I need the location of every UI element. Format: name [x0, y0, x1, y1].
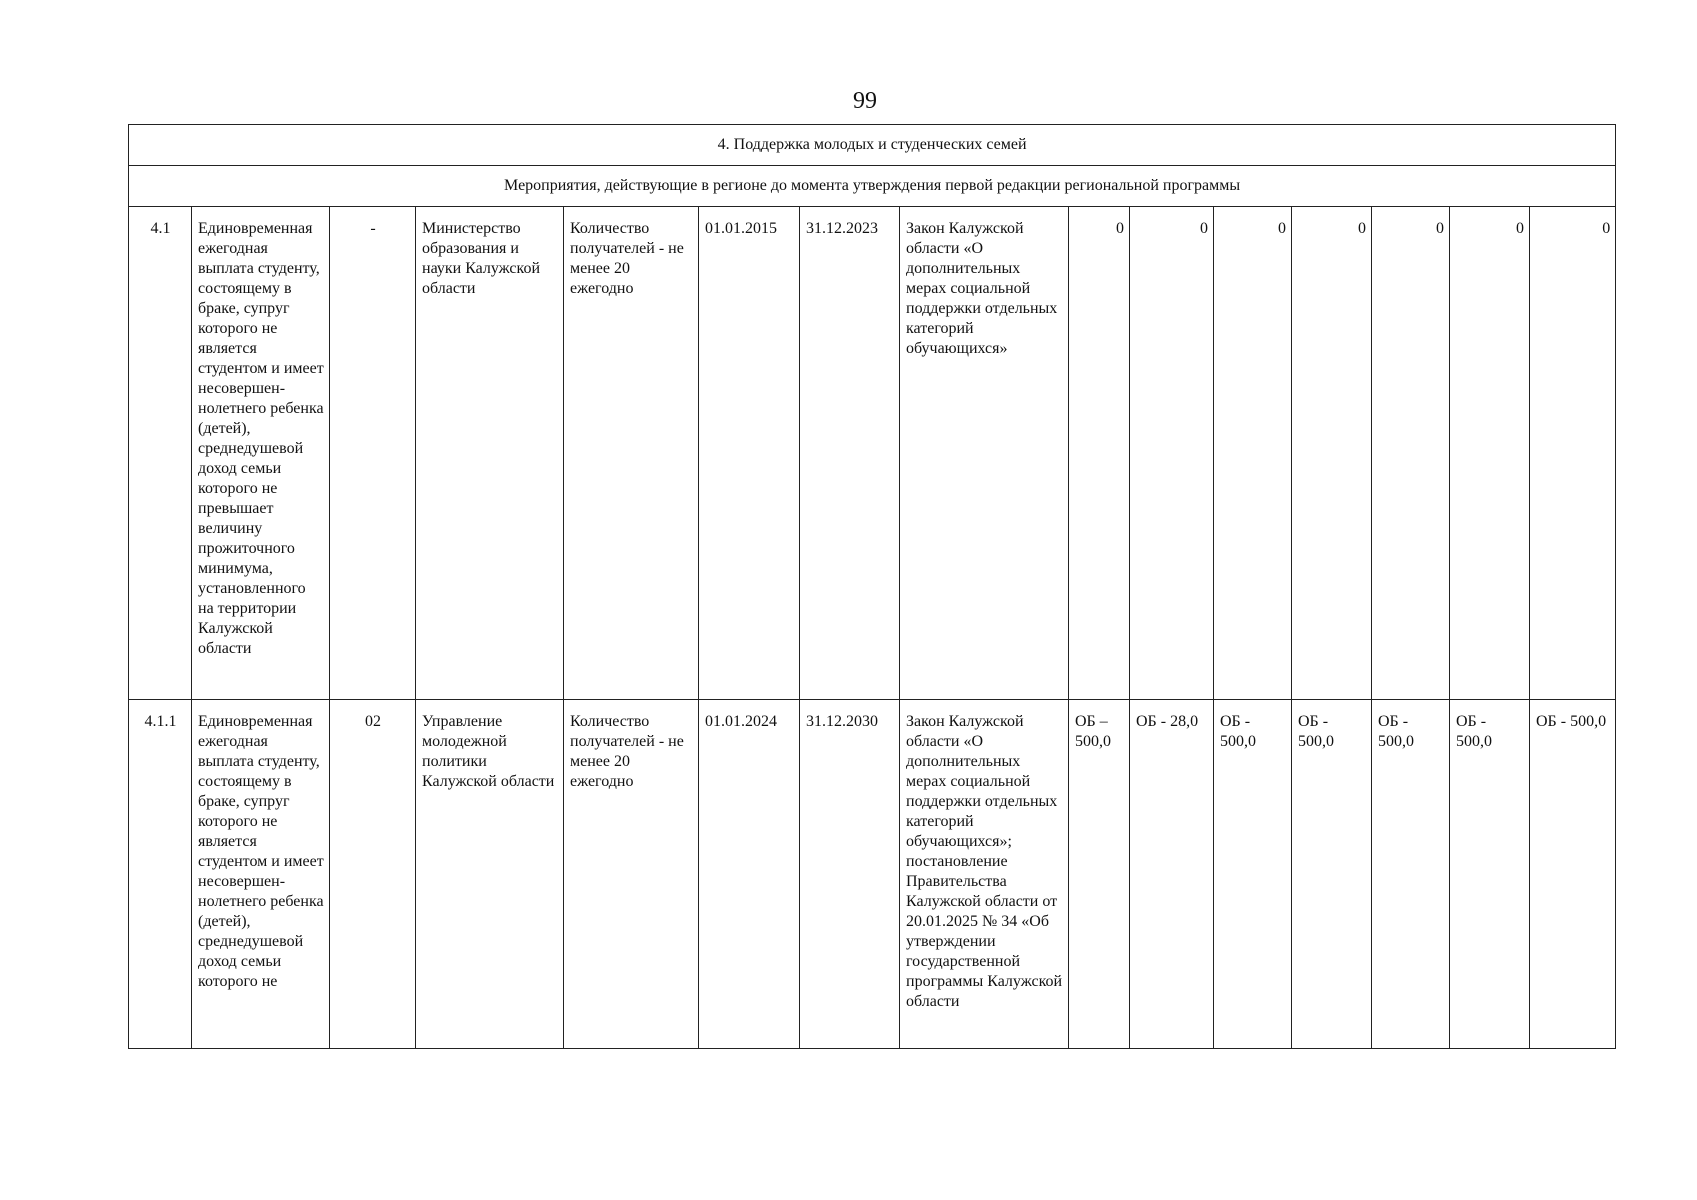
table-row — [129, 700, 1616, 1049]
measure-code: - — [330, 207, 416, 700]
row-number: 4.1 — [129, 207, 192, 700]
subsection-header-row — [129, 166, 1616, 207]
finance-cell: ОБ – 500,0 — [1069, 700, 1130, 1049]
end-date: 31.12.2023 — [800, 207, 900, 700]
measure-name: Единовременная ежегодная выплата студенту, состоящему в браке, супруг которого не является студентом и имеет несовершен-нолетнего ребенка (детей), среднедушевой доход семьи которого не превышает величину прожиточного минимума, установленного на территории Калужской области — [192, 207, 330, 700]
finance-cell: 0 — [1130, 207, 1214, 700]
finance-cell: 0 — [1292, 207, 1372, 700]
finance-cell: ОБ - 500,0 — [1372, 700, 1450, 1049]
indicator: Количество получателей - не менее 20 ежегодно — [564, 700, 699, 1049]
page-number: 99 — [853, 88, 877, 114]
finance-cell: ОБ - 28,0 — [1130, 700, 1214, 1049]
table-row — [129, 207, 1616, 700]
indicator: Количество получателей - не менее 20 ежегодно — [564, 207, 699, 700]
finance-cell: 0 — [1530, 207, 1616, 700]
finance-cell: 0 — [1450, 207, 1530, 700]
finance-cell: ОБ - 500,0 — [1530, 700, 1616, 1049]
finance-cell: 0 — [1372, 207, 1450, 700]
program-table — [128, 124, 1616, 1049]
executor: Управление молодежной политики Калужской области — [416, 700, 564, 1049]
legal-basis: Закон Калужской области «О дополнительных мерах социальной поддержки отдельных категорий обучающихся»; постановление Правительства Калужской области от 20.01.2025 № 34 «Об утверждении государственной программы Калужской области — [900, 700, 1069, 1049]
start-date: 01.01.2024 — [699, 700, 800, 1049]
finance-cell: ОБ - 500,0 — [1214, 700, 1292, 1049]
finance-cell: ОБ - 500,0 — [1292, 700, 1372, 1049]
start-date: 01.01.2015 — [699, 207, 800, 700]
finance-cell: 0 — [1214, 207, 1292, 700]
subsection-title: Мероприятия, действующие в регионе до момента утверждения первой редакции региональной программы — [129, 166, 1616, 207]
finance-cell: ОБ - 500,0 — [1450, 700, 1530, 1049]
section-title: 4. Поддержка молодых и студенческих семей — [129, 125, 1616, 166]
section-header-row — [129, 125, 1616, 166]
measure-code: 02 — [330, 700, 416, 1049]
end-date: 31.12.2030 — [800, 700, 900, 1049]
measure-name: Единовременная ежегодная выплата студенту, состоящему в браке, супруг которого не является студентом и имеет несовершен-нолетнего ребенка (детей), среднедушевой доход семьи которого не — [192, 700, 330, 1049]
legal-basis: Закон Калужской области «О дополнительных мерах социальной поддержки отдельных категорий обучающихся» — [900, 207, 1069, 700]
finance-cell: 0 — [1069, 207, 1130, 700]
row-number: 4.1.1 — [129, 700, 192, 1049]
executor: Министерство образования и науки Калужской области — [416, 207, 564, 700]
